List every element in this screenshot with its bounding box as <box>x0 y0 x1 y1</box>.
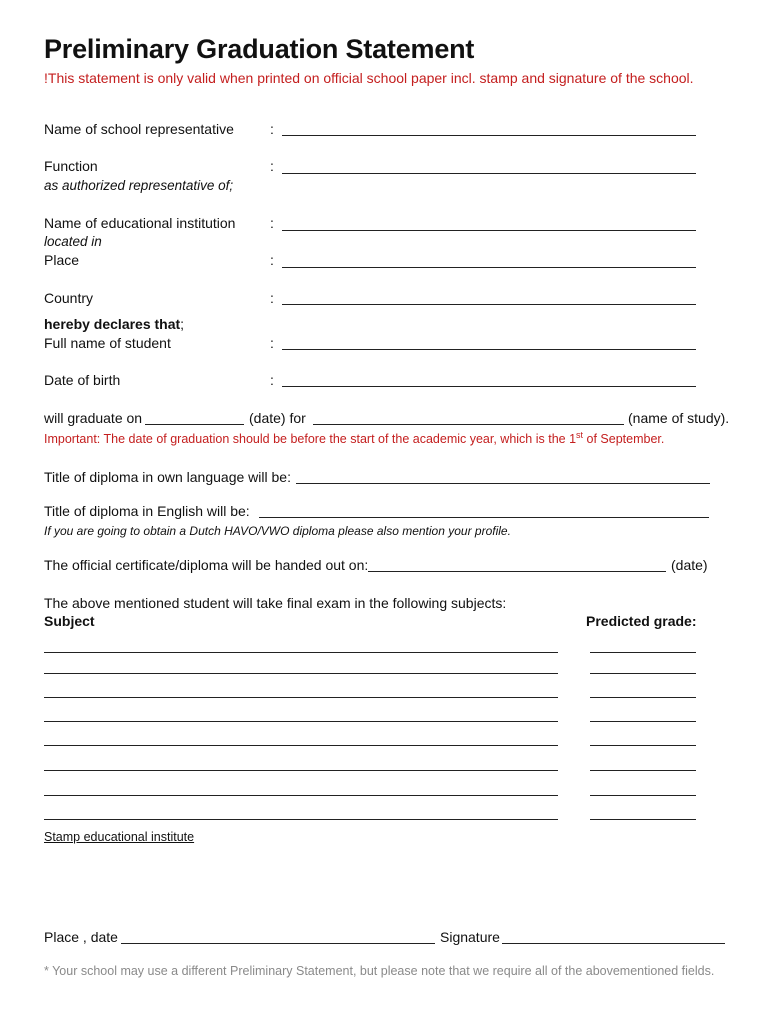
rep-name-label: Name of school representative <box>44 121 234 137</box>
certificate-date-line[interactable] <box>368 571 666 572</box>
important-suffix: of September. <box>583 432 665 447</box>
subject-line[interactable] <box>44 745 558 746</box>
diploma-own-line[interactable] <box>296 483 710 484</box>
declares-text <box>44 316 184 332</box>
subject-line[interactable] <box>44 697 558 698</box>
graduate-part3: (name of study). <box>628 410 730 426</box>
function-sub-label: as authorized representative of; <box>44 178 234 193</box>
place-date-label: Place , date <box>44 929 118 945</box>
page-title: Preliminary Graduation Statement <box>44 34 475 64</box>
diploma-note: If you are going to obtain a Dutch HAVO/VWO diploma please also mention your profile. <box>44 524 511 538</box>
study-name-line[interactable] <box>313 424 624 425</box>
subject-line[interactable] <box>44 795 558 796</box>
country-line[interactable] <box>282 304 696 305</box>
dob-colon: : <box>270 372 274 388</box>
important-sup: st <box>576 430 584 440</box>
student-name-colon: : <box>270 335 274 351</box>
grade-line[interactable] <box>590 745 696 746</box>
diploma-own-label: Title of diploma in own language will be: <box>44 469 291 485</box>
graduate-part1: will graduate on <box>44 410 143 426</box>
student-name-label: Full name of student <box>44 335 171 351</box>
subject-line[interactable] <box>44 673 558 674</box>
subject-line[interactable] <box>44 721 558 722</box>
signature-line[interactable] <box>502 943 725 944</box>
diploma-en-line[interactable] <box>259 517 709 518</box>
dob-line[interactable] <box>282 386 696 387</box>
footnote: * Your school may use a different Preliminary Statement, but please note that we require all of the abovementioned fields. <box>44 964 715 978</box>
important-note <box>44 430 664 446</box>
function-colon: : <box>270 158 274 174</box>
student-name-line[interactable] <box>282 349 696 350</box>
institution-line[interactable] <box>282 230 696 231</box>
function-label: Function <box>44 158 98 174</box>
institution-colon: : <box>270 215 274 231</box>
grade-line[interactable] <box>590 721 696 722</box>
grade-line[interactable] <box>590 795 696 796</box>
important-text: Important: The date of graduation should be before the start of the academic year, which is the 1 <box>44 432 577 447</box>
place-date-line[interactable] <box>121 943 435 944</box>
signature-label: Signature <box>440 929 500 945</box>
certificate-label: The official certificate/diploma will be handed out on: <box>44 557 369 573</box>
exam-intro: The above mentioned student will take final exam in the following subjects: <box>44 595 507 611</box>
subject-line[interactable] <box>44 819 558 820</box>
declares-bold: hereby declares that <box>44 316 181 332</box>
rep-name-colon: : <box>270 121 274 137</box>
rep-name-line[interactable] <box>282 135 696 136</box>
country-colon: : <box>270 290 274 306</box>
dob-label: Date of birth <box>44 372 121 388</box>
subject-line[interactable] <box>44 652 558 653</box>
stamp-label: Stamp educational institute <box>44 830 195 844</box>
place-label: Place <box>44 252 80 268</box>
place-line[interactable] <box>282 267 696 268</box>
place-colon: : <box>270 252 274 268</box>
subject-header: Subject <box>44 613 95 629</box>
grade-line[interactable] <box>590 673 696 674</box>
certificate-suffix: (date) <box>671 557 708 573</box>
graduate-date-line[interactable] <box>145 424 244 425</box>
grade-line[interactable] <box>590 652 696 653</box>
validity-warning: !This statement is only valid when printed on official school paper incl. stamp and signature of the school. <box>44 70 694 86</box>
grade-line[interactable] <box>590 819 696 820</box>
diploma-en-label: Title of diploma in English will be: <box>44 503 250 519</box>
subject-line[interactable] <box>44 770 558 771</box>
institution-label: Name of educational institution <box>44 215 236 231</box>
declares-suffix: ; <box>180 316 185 332</box>
function-line[interactable] <box>282 173 696 174</box>
grade-line[interactable] <box>590 770 696 771</box>
grade-header: Predicted grade: <box>586 613 697 629</box>
institution-sub-label: located in <box>44 234 102 249</box>
country-label: Country <box>44 290 94 306</box>
graduate-part2: (date) for <box>249 410 306 426</box>
grade-line[interactable] <box>590 697 696 698</box>
